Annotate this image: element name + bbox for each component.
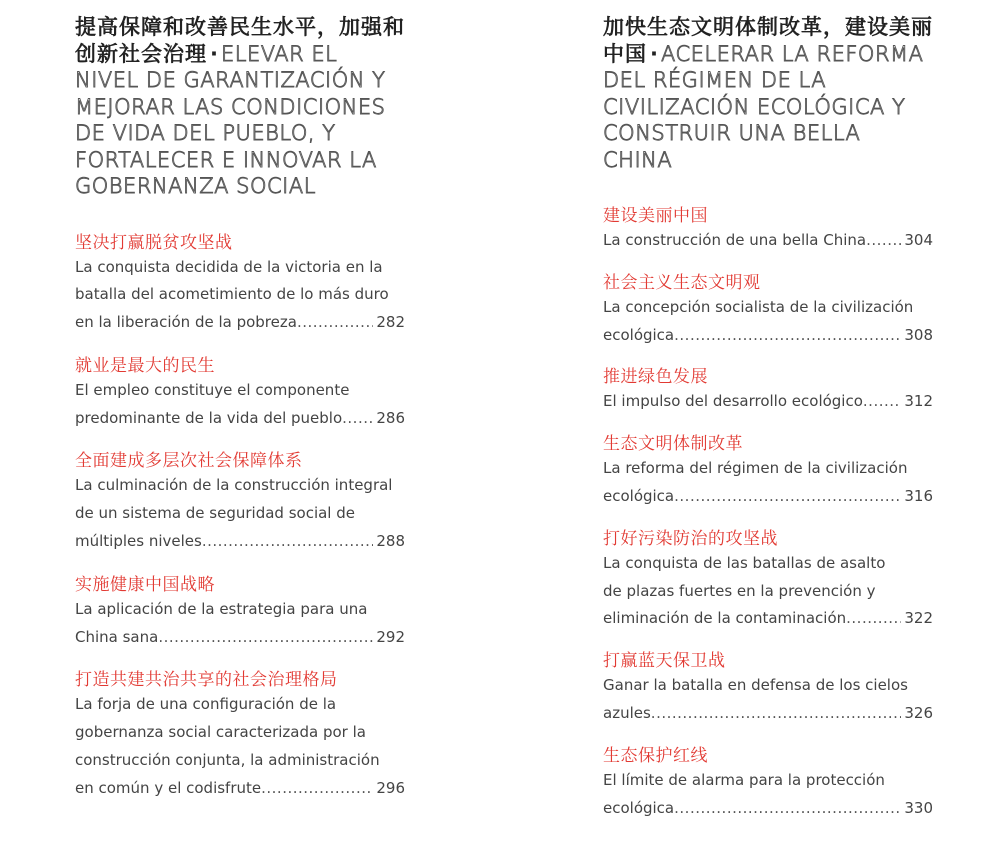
entry-text-line: ecológica: [603, 798, 675, 817]
left-column: [75, 14, 405, 803]
entry-last-line: [603, 322, 933, 350]
entry-text-line: en común y el codisfrute: [75, 778, 262, 797]
entry-text-line: ecológica: [603, 325, 675, 344]
dot-leader: [202, 528, 374, 556]
dot-leader: [674, 795, 901, 823]
entry-text-line: gobernanza social caracterizada por la: [75, 723, 366, 742]
dot-leader: [674, 322, 901, 350]
dot-leader: [674, 483, 901, 511]
dot-leader: [866, 227, 901, 255]
dot-leader: [297, 309, 373, 337]
entry-last-line: [75, 624, 405, 652]
entry-last-line: [603, 605, 933, 633]
toc-entry[interactable]: [603, 272, 933, 350]
toc-entry[interactable]: [75, 669, 405, 802]
page-number: 316: [904, 486, 933, 505]
toc-entry[interactable]: [75, 450, 405, 555]
entry-text-line: de un sistema de seguridad social de: [75, 504, 355, 523]
entry-title-zh: 推进绿色发展: [603, 367, 708, 388]
entry-text-line: La forja de una configuración de la: [75, 695, 337, 714]
entry-text-line: La aplicación de la estrategia para una: [75, 599, 368, 618]
entry-text-line: construcción conjunta, la administración: [75, 751, 380, 770]
entry-title-zh: 打赢蓝天保卫战: [603, 651, 726, 672]
page-number: 288: [376, 532, 405, 551]
entry-text-line: azules: [603, 703, 651, 722]
entry-title-zh: 就业是最大的民生: [75, 355, 215, 376]
entry-title-zh: 建设美丽中国: [603, 206, 708, 226]
page-number: 322: [904, 609, 933, 628]
entry-text-line: El impulso del desarrollo ecológico: [603, 392, 863, 411]
dot-leader: [863, 388, 901, 416]
entry-text-line: El límite de alarma para la protección: [603, 770, 885, 789]
entry-last-line: [603, 227, 933, 255]
entry-text-line: predominante de la vida del pueblo: [75, 408, 343, 427]
dot-leader: [158, 624, 373, 652]
entry-title-zh: 全面建成多层次社会保障体系: [75, 451, 303, 472]
entry-text-line: La conquista decidida de la victoria en la: [75, 257, 383, 276]
entry-text-line: múltiples niveles: [75, 532, 202, 551]
entry-text-line: China sana: [75, 627, 159, 646]
right-column: [603, 14, 933, 822]
entry-last-line: [75, 775, 405, 803]
toc-entries-left: [75, 232, 405, 803]
entry-last-line: [603, 795, 933, 823]
dot-leader: [342, 405, 373, 433]
title-separator: ·: [650, 41, 658, 66]
dot-leader: [846, 605, 901, 633]
section-title-es: ACELERAR LA REFORMA DEL RÉGIMEN DE LA CIVILIZACIÓN ECOLÓGICA Y CONSTRUIR UNA BELLA CHINA: [603, 41, 924, 172]
section-title-left: [75, 14, 405, 200]
entry-title-zh: 实施健康中国战略: [75, 574, 215, 595]
entry-title-zh: 打造共建共治共享的社会治理格局: [75, 670, 338, 691]
entry-text-line: ecológica: [603, 486, 675, 505]
entry-text-line: La reforma del régimen de la civilización: [603, 459, 908, 478]
entry-text-line: en la liberación de la pobreza: [75, 313, 297, 332]
entry-text-line: Ganar la batalla en defensa de los cielos: [603, 676, 908, 695]
entry-text-line: La culminación de la construcción integral: [75, 476, 393, 495]
page-number: 308: [904, 325, 933, 344]
entry-text-line: La concepción socialista de la civilización: [603, 297, 914, 316]
entry-last-line: [75, 309, 405, 337]
page-number: 330: [904, 798, 933, 817]
toc-entry[interactable]: [75, 574, 405, 652]
section-title-zh: 提高保障和改善民生水平，加强和创新社会治理: [75, 15, 405, 66]
toc-entry[interactable]: [603, 433, 933, 511]
entry-last-line: [603, 700, 933, 728]
page-number: 304: [904, 231, 933, 249]
dot-leader: [651, 700, 902, 728]
toc-entries-right: [603, 205, 933, 822]
entry-text-line: eliminación de la contaminación: [603, 609, 847, 628]
entry-title-zh: 坚决打赢脱贫攻坚战: [75, 232, 233, 253]
entry-last-line: [75, 405, 405, 433]
entry-text-line: El empleo constituye el componente: [75, 380, 350, 399]
toc-entry[interactable]: [603, 528, 933, 633]
page-number: 292: [376, 627, 405, 646]
toc-entry[interactable]: [75, 232, 405, 337]
entry-last-line: [75, 528, 405, 556]
entry-text-line: La conquista de las batallas de asalto: [603, 553, 886, 572]
entry-text-line: batalla del acometimiento de lo más duro: [75, 285, 389, 304]
page-number: 296: [376, 778, 405, 797]
entry-text-line: La construcción de una bella China: [603, 231, 867, 249]
entry-text-line: de plazas fuertes en la prevención y: [603, 581, 876, 600]
entry-last-line: [603, 483, 933, 511]
toc-entry[interactable]: [603, 205, 933, 255]
section-title-es: ELEVAR EL NIVEL DE GARANTIZACIÓN Y MEJORAR LAS CONDICIONES DE VIDA DEL PUEBLO, Y FORTALECER E INNOVAR LA GOBERNANZA SOCIAL: [75, 41, 386, 198]
entry-title-zh: 打好污染防治的攻坚战: [603, 528, 778, 549]
entry-last-line: [603, 388, 933, 416]
entry-title-zh: 生态文明体制改革: [603, 434, 743, 455]
entry-title-zh: 社会主义生态文明观: [603, 272, 761, 293]
section-title-zh: 加快生态文明体制改革，建设美丽中国: [603, 15, 933, 66]
toc-entry[interactable]: [75, 355, 405, 433]
page-number: 312: [904, 392, 933, 411]
entry-title-zh: 生态保护红线: [603, 745, 708, 766]
page-number: 286: [376, 408, 405, 427]
toc-entry[interactable]: [603, 745, 933, 823]
toc-entry[interactable]: [603, 650, 933, 728]
page-number: 282: [376, 313, 405, 332]
toc-entry[interactable]: [603, 366, 933, 416]
dot-leader: [261, 775, 373, 803]
section-title-right: [603, 14, 933, 173]
page-number: 326: [904, 703, 933, 722]
title-separator: ·: [210, 41, 218, 66]
